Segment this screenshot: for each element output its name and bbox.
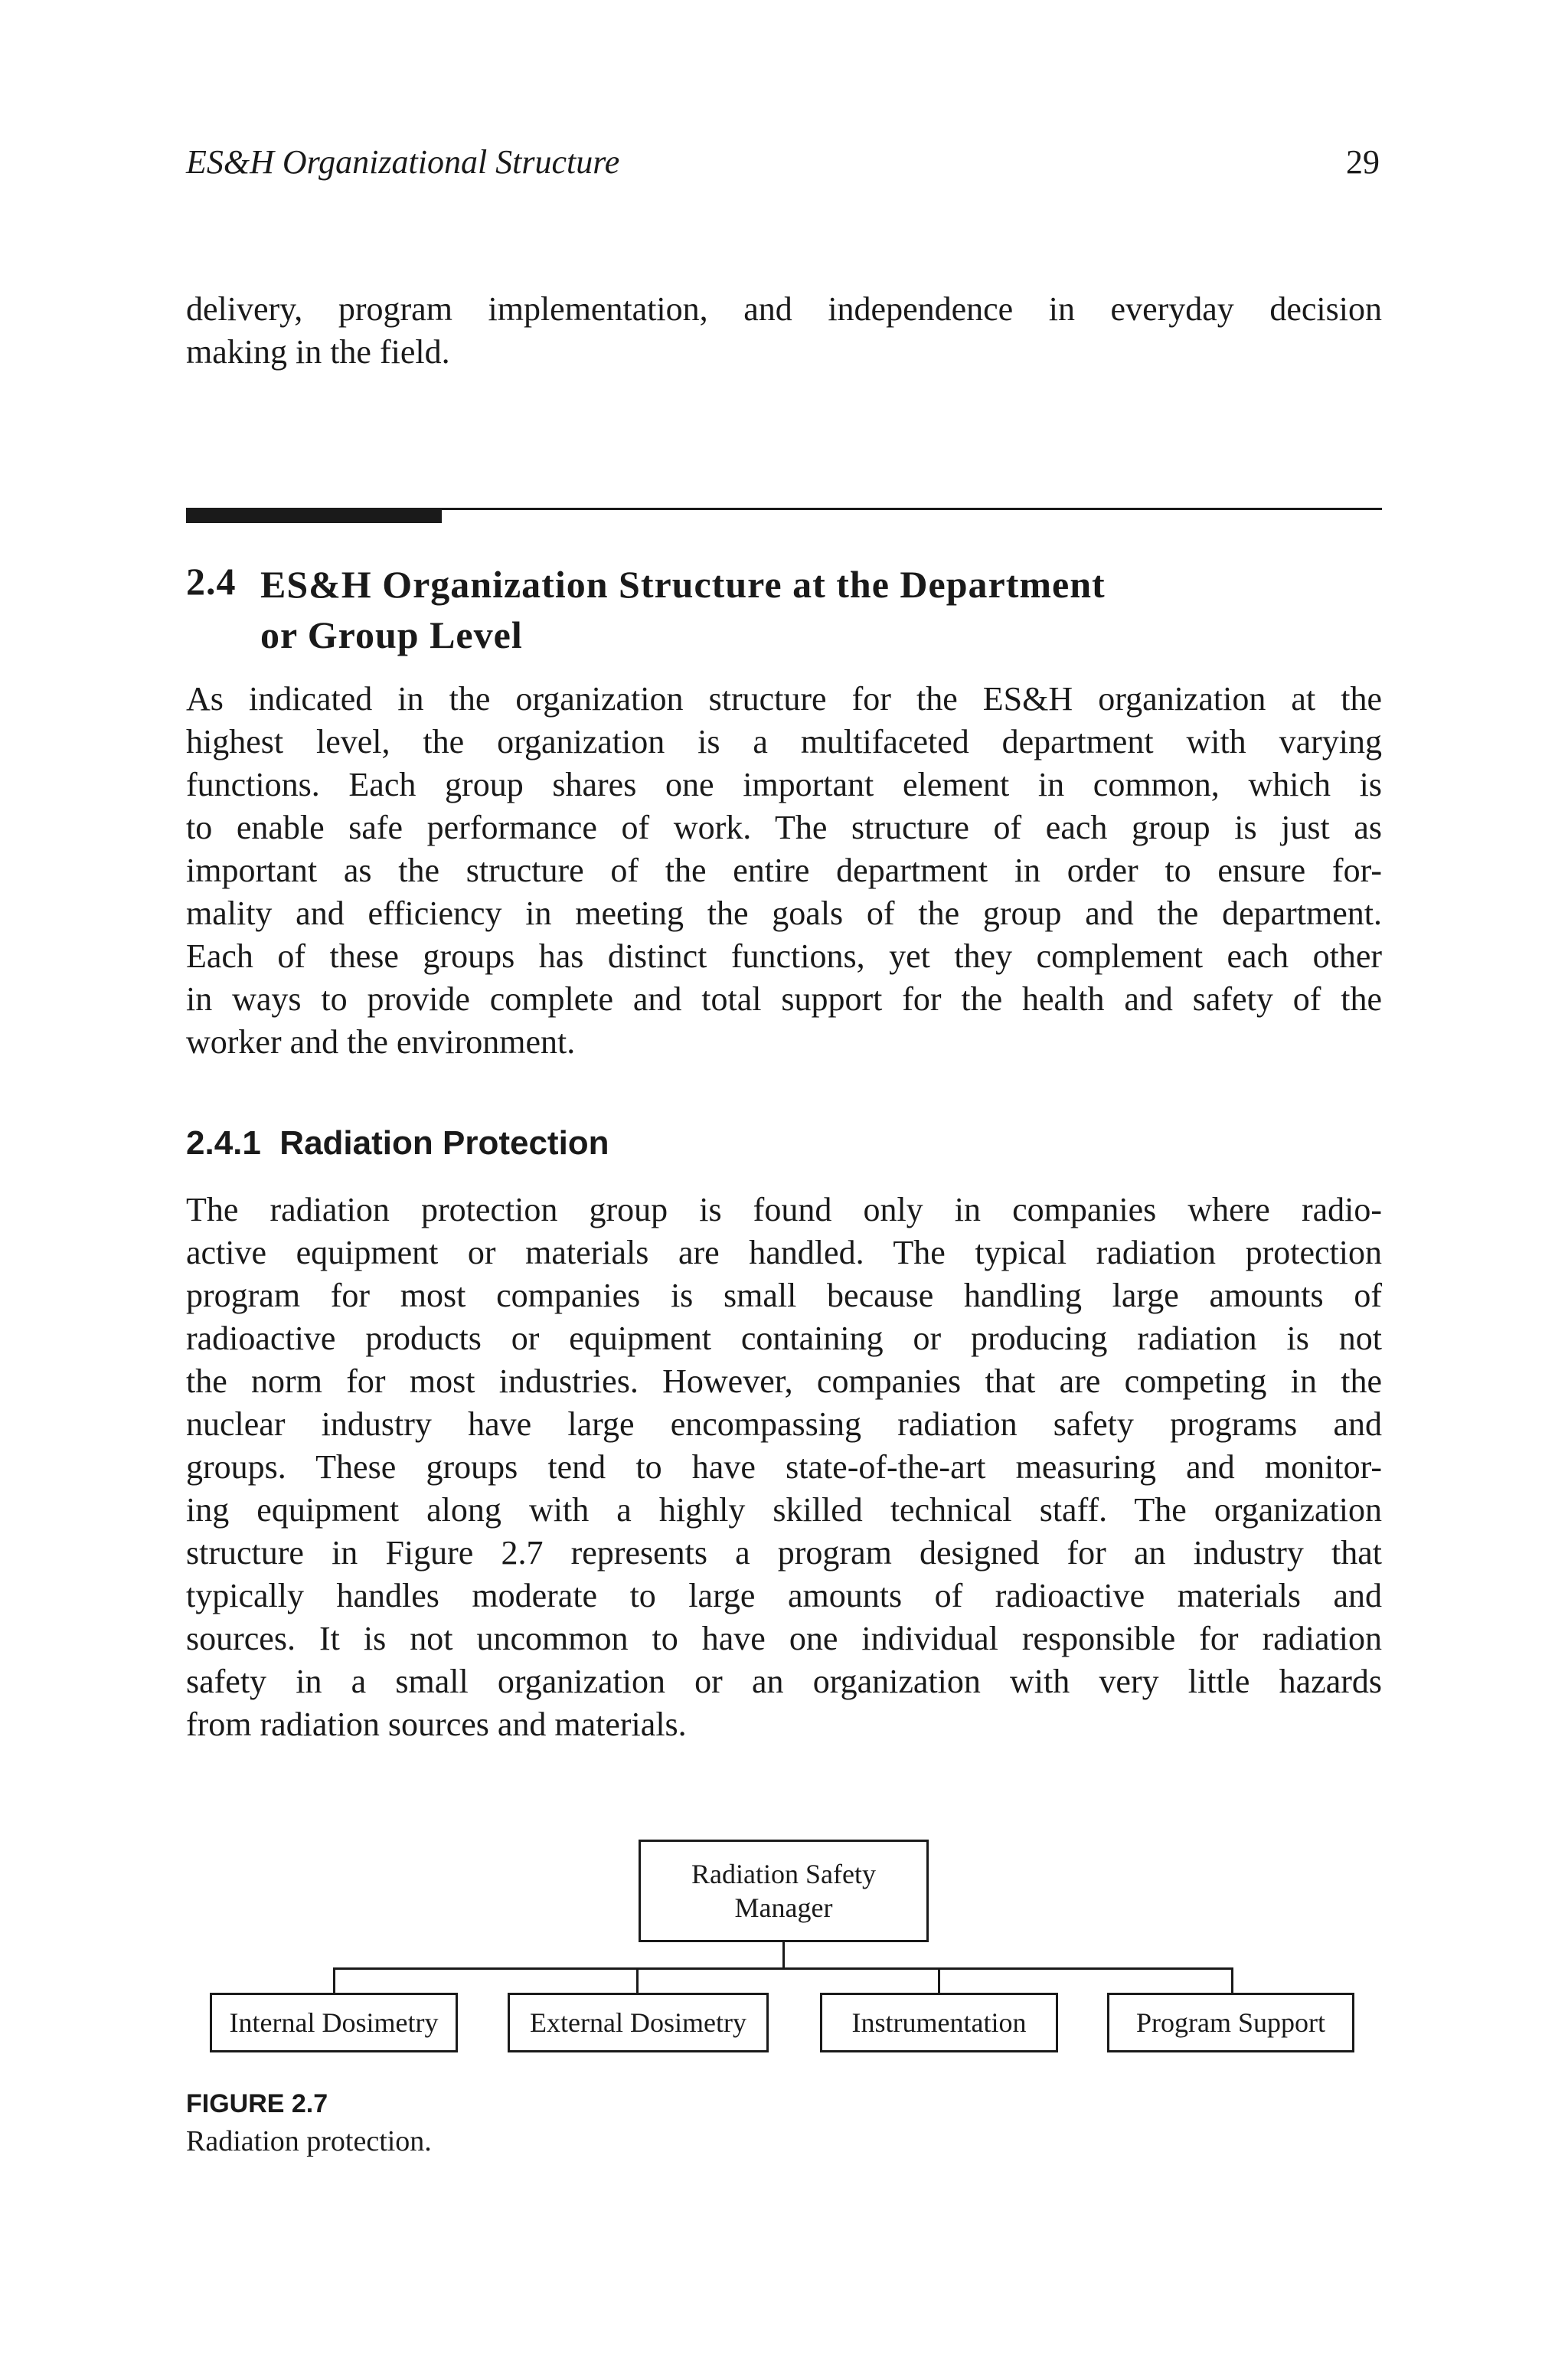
org-node-root-line: Radiation Safety	[691, 1859, 876, 1889]
text-line: active equipment or materials are handled. The typical radiation protection	[186, 1234, 1382, 1271]
text-line: to enable safe performance of work. The structure of each group is just as	[186, 809, 1382, 846]
text-line: The radiation protection group is found only in companies where radio-	[186, 1191, 1382, 1228]
org-node-child: Instrumentation	[820, 1993, 1058, 2052]
org-connector	[333, 1967, 335, 1994]
page-number: 29	[1346, 143, 1380, 181]
text-line: functions. Each group shares one important element in common, which is	[186, 766, 1382, 803]
org-node-child: Internal Dosimetry	[210, 1993, 458, 2052]
section-title-line: ES&H Organization Structure at the Department	[260, 563, 1106, 606]
text-line: from radiation sources and materials.	[186, 1706, 687, 1743]
text-line: groups. These groups tend to have state-of-the-art measuring and monitor-	[186, 1448, 1382, 1486]
text-line: the norm for most industries. However, companies that are competing in the	[186, 1362, 1382, 1400]
org-connector	[782, 1942, 785, 1968]
section-divider-accent	[186, 508, 442, 523]
text-line: delivery, program implementation, and independence in everyday decision	[186, 290, 1382, 328]
figure-caption: Radiation protection.	[186, 2125, 432, 2157]
section-title-line: or Group Level	[260, 613, 523, 656]
text-line: in ways to provide complete and total support for the health and safety of the	[186, 980, 1382, 1018]
subsection-paragraph	[186, 1189, 1382, 1746]
text-line: Each of these groups has distinct functions, yet they complement each other	[186, 937, 1382, 975]
text-line: making in the field.	[186, 333, 450, 371]
subsection-title: 2.4.1 Radiation Protection	[186, 1124, 609, 1162]
section-paragraph	[186, 678, 1382, 1064]
text-line: structure in Figure 2.7 represents a program designed for an industry that	[186, 1534, 1382, 1572]
org-connector	[1231, 1967, 1233, 1994]
intro-paragraph	[186, 288, 1382, 374]
text-line: typically handles moderate to large amounts of radioactive materials and	[186, 1577, 1382, 1614]
org-connector	[636, 1967, 639, 1994]
text-line: ing equipment along with a highly skilled technical staff. The organization	[186, 1491, 1382, 1529]
org-connector	[938, 1967, 940, 1994]
text-line: safety in a small organization or an organization with very little hazards	[186, 1663, 1382, 1700]
text-line: program for most companies is small because handling large amounts of	[186, 1277, 1382, 1314]
org-node-root	[639, 1840, 929, 1942]
org-node-child: Program Support	[1107, 1993, 1354, 2052]
running-header-title: ES&H Organizational Structure	[186, 143, 620, 181]
org-connector	[333, 1967, 1233, 1970]
text-line: radioactive products or equipment containing or producing radiation is not	[186, 1320, 1382, 1357]
org-node-child: External Dosimetry	[508, 1993, 769, 2052]
text-line: mality and efficiency in meeting the goals of the group and the department.	[186, 895, 1382, 932]
text-line: sources. It is not uncommon to have one individual responsible for radiation	[186, 1620, 1382, 1657]
text-line: highest level, the organization is a multifaceted department with varying	[186, 723, 1382, 760]
text-line: important as the structure of the entire department in order to ensure for-	[186, 852, 1382, 889]
section-number: 2.4	[186, 560, 237, 603]
text-line: worker and the environment.	[186, 1023, 576, 1061]
org-node-root-line: Manager	[734, 1892, 833, 1923]
text-line: As indicated in the organization structure for the ES&H organization at the	[186, 680, 1382, 718]
text-line: nuclear industry have large encompassing radiation safety programs and	[186, 1405, 1382, 1443]
section-title	[260, 559, 1106, 660]
figure-label: FIGURE 2.7	[186, 2089, 328, 2118]
